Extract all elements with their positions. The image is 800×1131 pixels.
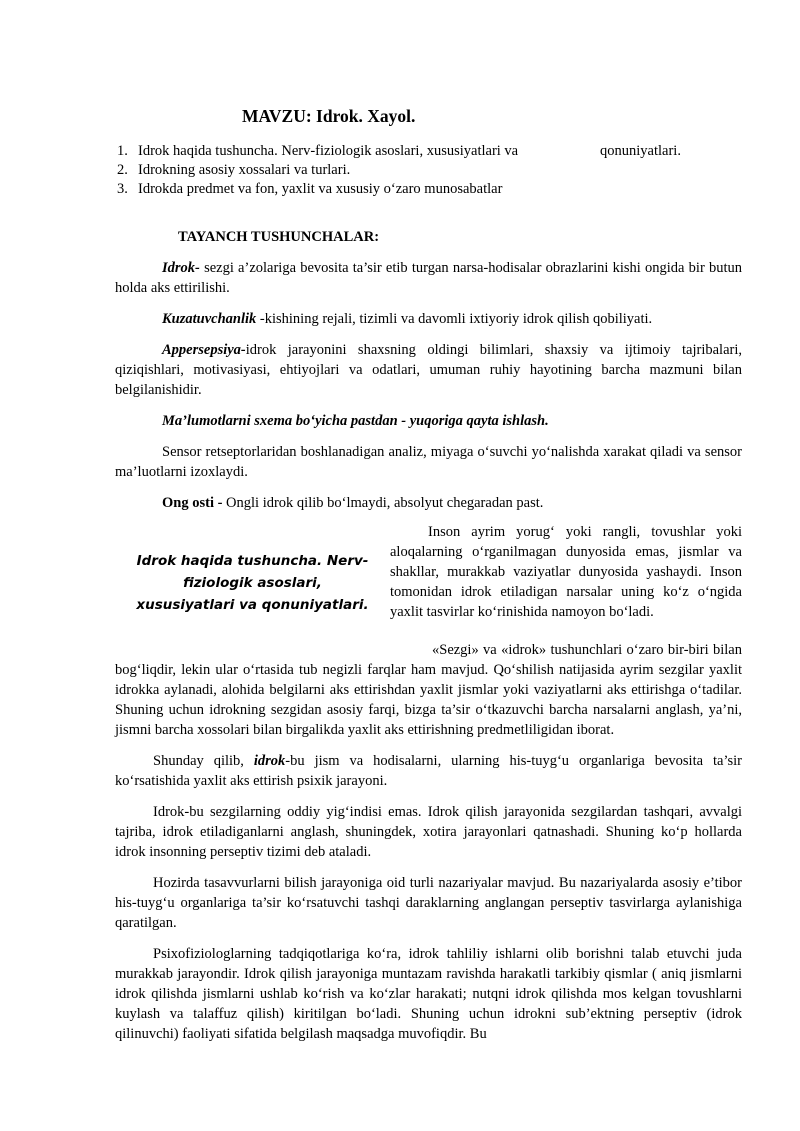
paragraph-text: Shunday qilib, [153,753,254,769]
paragraph-text: -bu jism va hodisalarni, ularning his-tuyg‘u organlariga bevosita ta’sir ko‘rsatishida yaxlit aks ettirish psixik jarayoni. [115,753,742,789]
definition-kuzatuvchanlik [115,309,742,329]
sidebar-heading-box [115,522,390,640]
definition-term: Ma’lumotlarni sxema bo‘yicha pastdan - yuqoriga qayta ishlash. [162,413,549,429]
definition-text: idrok jarayonini shaxsning oldingi bilimlari, shaxsiy va ijtimoiy tajribalari, qiziqishlari, motivasiyasi, ehtiyojlari va odatlari, umuman ruhiy hayotining barcha mazmuni bilan belgilanishidir. [115,342,742,398]
main-text-block [115,522,742,1044]
definition-term: Ong osti - [162,495,227,511]
definition-ong-osti [115,493,742,513]
definition-text: Ongli idrok qilib bo‘lmaydi, absolyut chegaradan past. [226,495,544,511]
definition-term: Kuzatuvchanlik [162,311,257,327]
definition-appersepsiya [115,340,742,400]
definition-bottom-up [115,411,742,431]
plan-item-number: 1. [117,143,128,159]
paragraph-inson: Inson ayrim yorug‘ yoki rangli, tovushlar yoki aloqalarning o‘rganilmagan dunyosida emas, jismlar va shakllar, murakkab vaziyatlar dunyosida yashaydi. Inson tomonidan idrok etiladigan narsalar uning ko‘z o‘ngida yaxlit tasvirlar ko‘rinishida namoyon bo‘ladi. [390,524,742,620]
paragraph-idrok-bu: Idrok-bu sezgilarning oddiy yig‘indisi emas. Idrok qilish jarayonida sezgilardan tashqari, avvalgi tajriba, idrok etiladiganlarni anglash, shuningdek, xotira jarayonlari qatnashadi. Shuning ko‘p hollarda idrok insonning perseptiv tizimi deb ataladi. [115,804,742,860]
plan-item-tail: qonuniyatlari. [600,143,681,159]
paragraph-psixofiziolog: Psixofiziologlarning tadqiqotlariga ko‘ra, idrok tahliliy ishlarni olib borishni talab etuvchi juda murakkab jarayondir. Idrok qilish jarayoniga muntazam ravishda harakatli tarkibiy qismlar ( aniq jismlarni idrok qilishda jismlarni ushlab ko‘rish va ko‘zlar harakati; nutqni idrok qilishda mos kelgan tovushlarni kuylash va talaffuz qilish) kiritilgan bo‘ladi. Shuning uchun idrokni sub’ektning perseptiv (idrok qilinuvchi) faoliyati sifatida belgilash maqsadga muvofiqdir. Bu [115,946,742,1042]
plan-item-text: Idrokda predmet va fon, yaxlit va xususiy o‘zaro munosabatlar [138,181,503,197]
plan-item-number: 3. [117,181,128,197]
sidebar-heading: Idrok haqida tushuncha. Nerv-fiziologik asoslari, xususiyatlari va qonuniyatlari. [136,553,369,613]
section-heading: TAYANCH TUSHUNCHALAR: [178,229,380,245]
definition-text: sezgi a’zolariga bevosita ta’sir etib turgan narsa-hodisalar obrazlarini kishi ongida bir butun holda aks ettirilishi. [115,260,742,296]
paragraph-sezgi-idrok: «Sezgi» va «idrok» tushunchlari o‘zaro bir-biri bilan bog‘liqdir, lekin ular o‘rtasida tub negizli farqlar ham mavjud. Qo‘shilish natijasida ayrim sezgilar yaxlit idrokka aylanadi, alohida belgilarni aks ettirishdan yaxlit jismlar yoki vaziyatlarni aks ettirishga o‘tadilar. Shuning uchun idrokning sezgidan asosiy farqi, bizga ta’sir o‘tkazuvchi barcha narsalarni anglash, ya’ni, jismni barcha xossolari bilan birgalikda yaxlit aks ettirishning predmetliligidan iborat. [115,642,742,738]
definition-term: Idrok- [162,260,200,276]
plan-item-number: 2. [117,162,128,178]
definition-idrok [115,258,742,298]
definition-term: Appersepsiya- [162,342,246,358]
definitions-block [115,258,742,513]
plan-item-text: Idrokning asosiy xossalari va turlari. [138,162,351,178]
definition-text: Sensor retseptorlaridan boshlanadigan analiz, miyaga o‘suvchi yo‘nalishda xarakat qiladi va sensor ma’luotlarni izoxlaydi. [115,444,742,480]
definition-sensor [115,442,742,482]
paragraph-hozirda: Hozirda tasavvurlarni bilish jarayoniga oid turli nazariyalar mavjud. Bu nazariyalarda asosiy e’tibor his-tuyg‘u organlariga ta’sir ko‘rsatuvchi tashqi daraklarning anglangan perseptiv tasvirlarga aylanishiga qaratilgan. [115,875,742,931]
definition-text: -kishining rejali, tizimli va davomli ixtiyoriy idrok qilish qobiliyati. [256,311,653,327]
plan-item-text: Idrok haqida tushuncha. Nerv-fiziologik asoslari, xususiyatlari va [138,143,519,159]
page-title: MAVZU: Idrok. Xayol. [242,106,416,126]
paragraph-term: idrok [253,753,286,769]
paragraph-shunday [115,751,742,791]
